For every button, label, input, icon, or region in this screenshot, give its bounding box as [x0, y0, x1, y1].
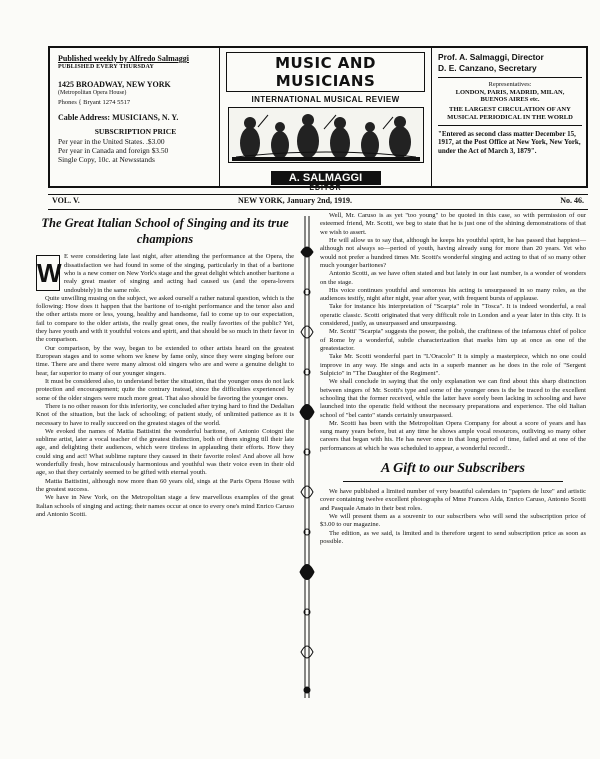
editor-name: A. SALMAGGI	[271, 171, 381, 185]
address: 1425 BROADWAY, NEW YORK	[58, 79, 171, 89]
largest-circulation: THE LARGEST CIRCULATION OF ANY MUSICAL PERIODICAL IN THE WORLD	[447, 106, 573, 122]
article-paragraph: There is no other reason for this inferiority, we concluded after trying hard to find the Dedalian Knot of the situation, but the lack of schooling; of patient study, of unlimited patience as it is necessary to have to really succeed on the greatest stages of the world.	[36, 402, 294, 427]
representatives-label: Representatives:	[488, 80, 532, 88]
gift-paragraph: The edition, as we said, is limited and is therefore urgent to send subscription price as soon as possible.	[320, 529, 586, 545]
published-by: Published weekly by Alfredo Salmaggi	[58, 54, 189, 63]
gift-headline: A Gift to our Subscribers	[381, 461, 525, 477]
director: Prof. A. Salmaggi, Director	[438, 52, 544, 62]
left-column	[36, 212, 294, 519]
published-every: PUBLISHED EVERY THURSDAY	[58, 64, 155, 70]
article-paragraph: Antonio Scotti, as we have often stated and but lately in our last number, is a wonder of wonders on the stage.	[320, 270, 586, 286]
price-us: Per year in the United States. .$3.00	[58, 136, 165, 146]
volume: VOL. V.	[52, 196, 80, 205]
masthead-illustration	[228, 107, 424, 163]
representative-cities-2: BUENOS AIRES etc.	[480, 96, 540, 104]
article-paragraph: His voice continues youthful and sonorous his acting is unsurpassed in so many roles, as the audiences testify, night after night, year after year, with frequent bursts of applause.	[320, 286, 586, 303]
gift-paragraph: We have published a limited number of very beautiful calendars in "papiers de luxe" and artistic cover containing twelve excellent photographs of Mme Frances Alda, Enrico Caruso, Antonio Scotti and Pasquale Amato in their best roles.	[320, 488, 586, 512]
representative-cities: LONDON, PARIS, MADRID, MILAN,	[455, 88, 565, 96]
title-block	[220, 48, 432, 192]
article-paragraph: Take for instance his interpretation of "Scarpia" role in "Tosca". It is indeed wonderful, a real operatic classic. Scotti originated that very difficult role in London and a year later in this city. It is considered, justly, as unsurpassed and unsurpassing.	[320, 303, 586, 328]
phones: Phones { Bryant 1274 5517	[58, 99, 131, 106]
article-paragraph: Well, Mr. Caruso is as yet "too young" to be quoted in this case, so with permission of our esteemed friend, Mr. Scotti, we beg to state that he is just one of the shining demonstrations of that we wish to assert.	[320, 212, 586, 236]
divider-rule	[438, 77, 582, 78]
publication-title: MUSIC AND MUSICIANS	[226, 52, 425, 92]
article-paragraph: Take Mr. Scotti wonderful part in "L'Oracolo" It is simply a masterpiece, which no one could improve in any way. He sings and acts in a superb manner as he does in the role of "Sergent Sulpicio" in "The Daughter of the Regiment".	[320, 353, 586, 377]
secretary: D. E. Canzano, Secretary	[438, 62, 537, 73]
dateline	[48, 194, 588, 210]
ornamental-column-divider	[297, 212, 317, 702]
price-single: Single Copy, 10c. at Newsstands	[58, 155, 155, 164]
director-info	[432, 48, 588, 186]
article-paragraph: We evoked the names of Mattia Battistini the wonderful baritone, of Antonio Cotogni the sublime artist, later a vocal teacher of the greatest distinction, both of them singing till their late age, and delighting their audiences, which were tireless in applauding their efforts. How they could sing and act! What sublime rapture they caused in their favorite roles! And above all how wonderfully fresh, how miraculously harmonious and youthful was their voice even in their old age, so that they certainly seemed to be gifted with eternal youth.	[36, 427, 294, 477]
publication-subtitle: INTERNATIONAL MUSICAL REVIEW	[251, 95, 400, 104]
drop-cap: W	[36, 255, 60, 291]
article-paragraph: We shall conclude in saying that the only explanation we can find about this sharp distinction between singers of Mr. Scotti's type and some of the younger ones is the be traced to the excellent schooling that the former received, while the latter have sorely been lacking in schooling and have launched into the operatic field without the necessary preparations and experience. The old Italian school of "bel canto" stands certainly unsurpassed.	[320, 378, 586, 419]
subscription-heading: SUBSCRIPTION PRICE	[94, 127, 177, 137]
masthead	[48, 46, 588, 192]
publisher-info	[50, 48, 220, 186]
editor-label: EDITOR	[309, 185, 342, 192]
article-headline: The Great Italian School of Singing and its true champions	[41, 216, 289, 246]
article-paragraph: Mr. Scotti' "Scarpia" suggests the power, the polish, the craftiness of the infamous chief of police of Rome by a wonderful, subtle characterization that marks him up at once as one of the greatestactor.	[320, 328, 586, 352]
article-paragraph: Mr. Scotti has been with the Metropolitan Opera Company for about a score of years and has sung many years before, but at any time he shows ample vocal resources, outliving so many other careers that began with his. He has never once in that long period of time, failed and at one of the performances at which he was scheduled to appear, a wonderful record!..	[320, 419, 586, 452]
gift-paragraph: We will present them as a souvenir to our subscribers who will send the subscription price of $3.00 to our magazine.	[320, 513, 586, 529]
cable-address: Cable Address: MUSICIANS, N. Y.	[58, 113, 179, 123]
article-paragraph: He will allow us to say that, although he keeps his youthful spirit, he has passed that happiest—although not always so—period of youth, having already sung for more than 20 years. Yet who would not prefer a hundred times Mr. Scotti's wonderful singing and acting to that of so many other much younger baritones?	[320, 236, 586, 269]
article-paragraph: Mattia Battistini, although now more than 60 years old, sings at the Paris Opera House with the greatest success.	[36, 477, 294, 493]
right-column	[320, 212, 586, 546]
article-paragraph: Our comparison, by the way, began to be extended to other artists heard on the greatest European stages and to some whom we knew by fame only, since they were singing before our time. There are and there were many almost old singers who are and were a genuine delight to hear, far superior to many of our younger singers.	[36, 344, 294, 377]
gift-rule	[343, 481, 563, 482]
issue-date: NEW YORK, January 2nd, 1919.	[238, 196, 353, 205]
entered-notice: "Entered as second class matter December 15, 1917, at the Post Office at New York, New York, under the Act of March 3, 1879".	[438, 130, 581, 155]
issue-number: No. 46.	[560, 196, 584, 205]
article-paragraph: It must be considered also, to understand better the situation, that the younger ones do not lack protection and encouragement; quite the contrary instead, since the difficulties experienced by some of the older singers were much more great. That also should be favoring the younger ones.	[36, 377, 294, 402]
divider-rule-2	[438, 125, 582, 126]
article-paragraph: Quite unwilling musing on the subject, we asked ourself a rather natural question, which is the following: How does it happen that the baritone of to-night performance and the tenor also and the other artists more or less, young, healthy and handsome, fail to come up to our expectation, fail to compare to the older artists, the really great ones, the really favorites of the public? Yet, they have youth and with it youthful voices and spirit, and that should be so much in their favor in the comparison.	[36, 294, 294, 344]
article-paragraph: E were considering late last night, after attending the performance at the Opera, the dissatisfaction we had found in some of the singing, particularly in that of a baritone who is a new comer on New York's stage and the great delight which another baritone a realy great master of singing and acting had caused us (and the opera-lovers undoubtely) in the same role.	[64, 253, 294, 294]
address-sub: (Metropolitan Opera House)	[58, 89, 127, 96]
price-canada: Per year in Canada and foreign $3.50	[58, 145, 169, 155]
article-paragraph: We have in New York, on the Metropolitan stage a few marvellous examples of the great Italian schools of singing and acting; their names occur at once to every one's mind Enrico Caruso and Antonio Scotti.	[36, 494, 294, 518]
